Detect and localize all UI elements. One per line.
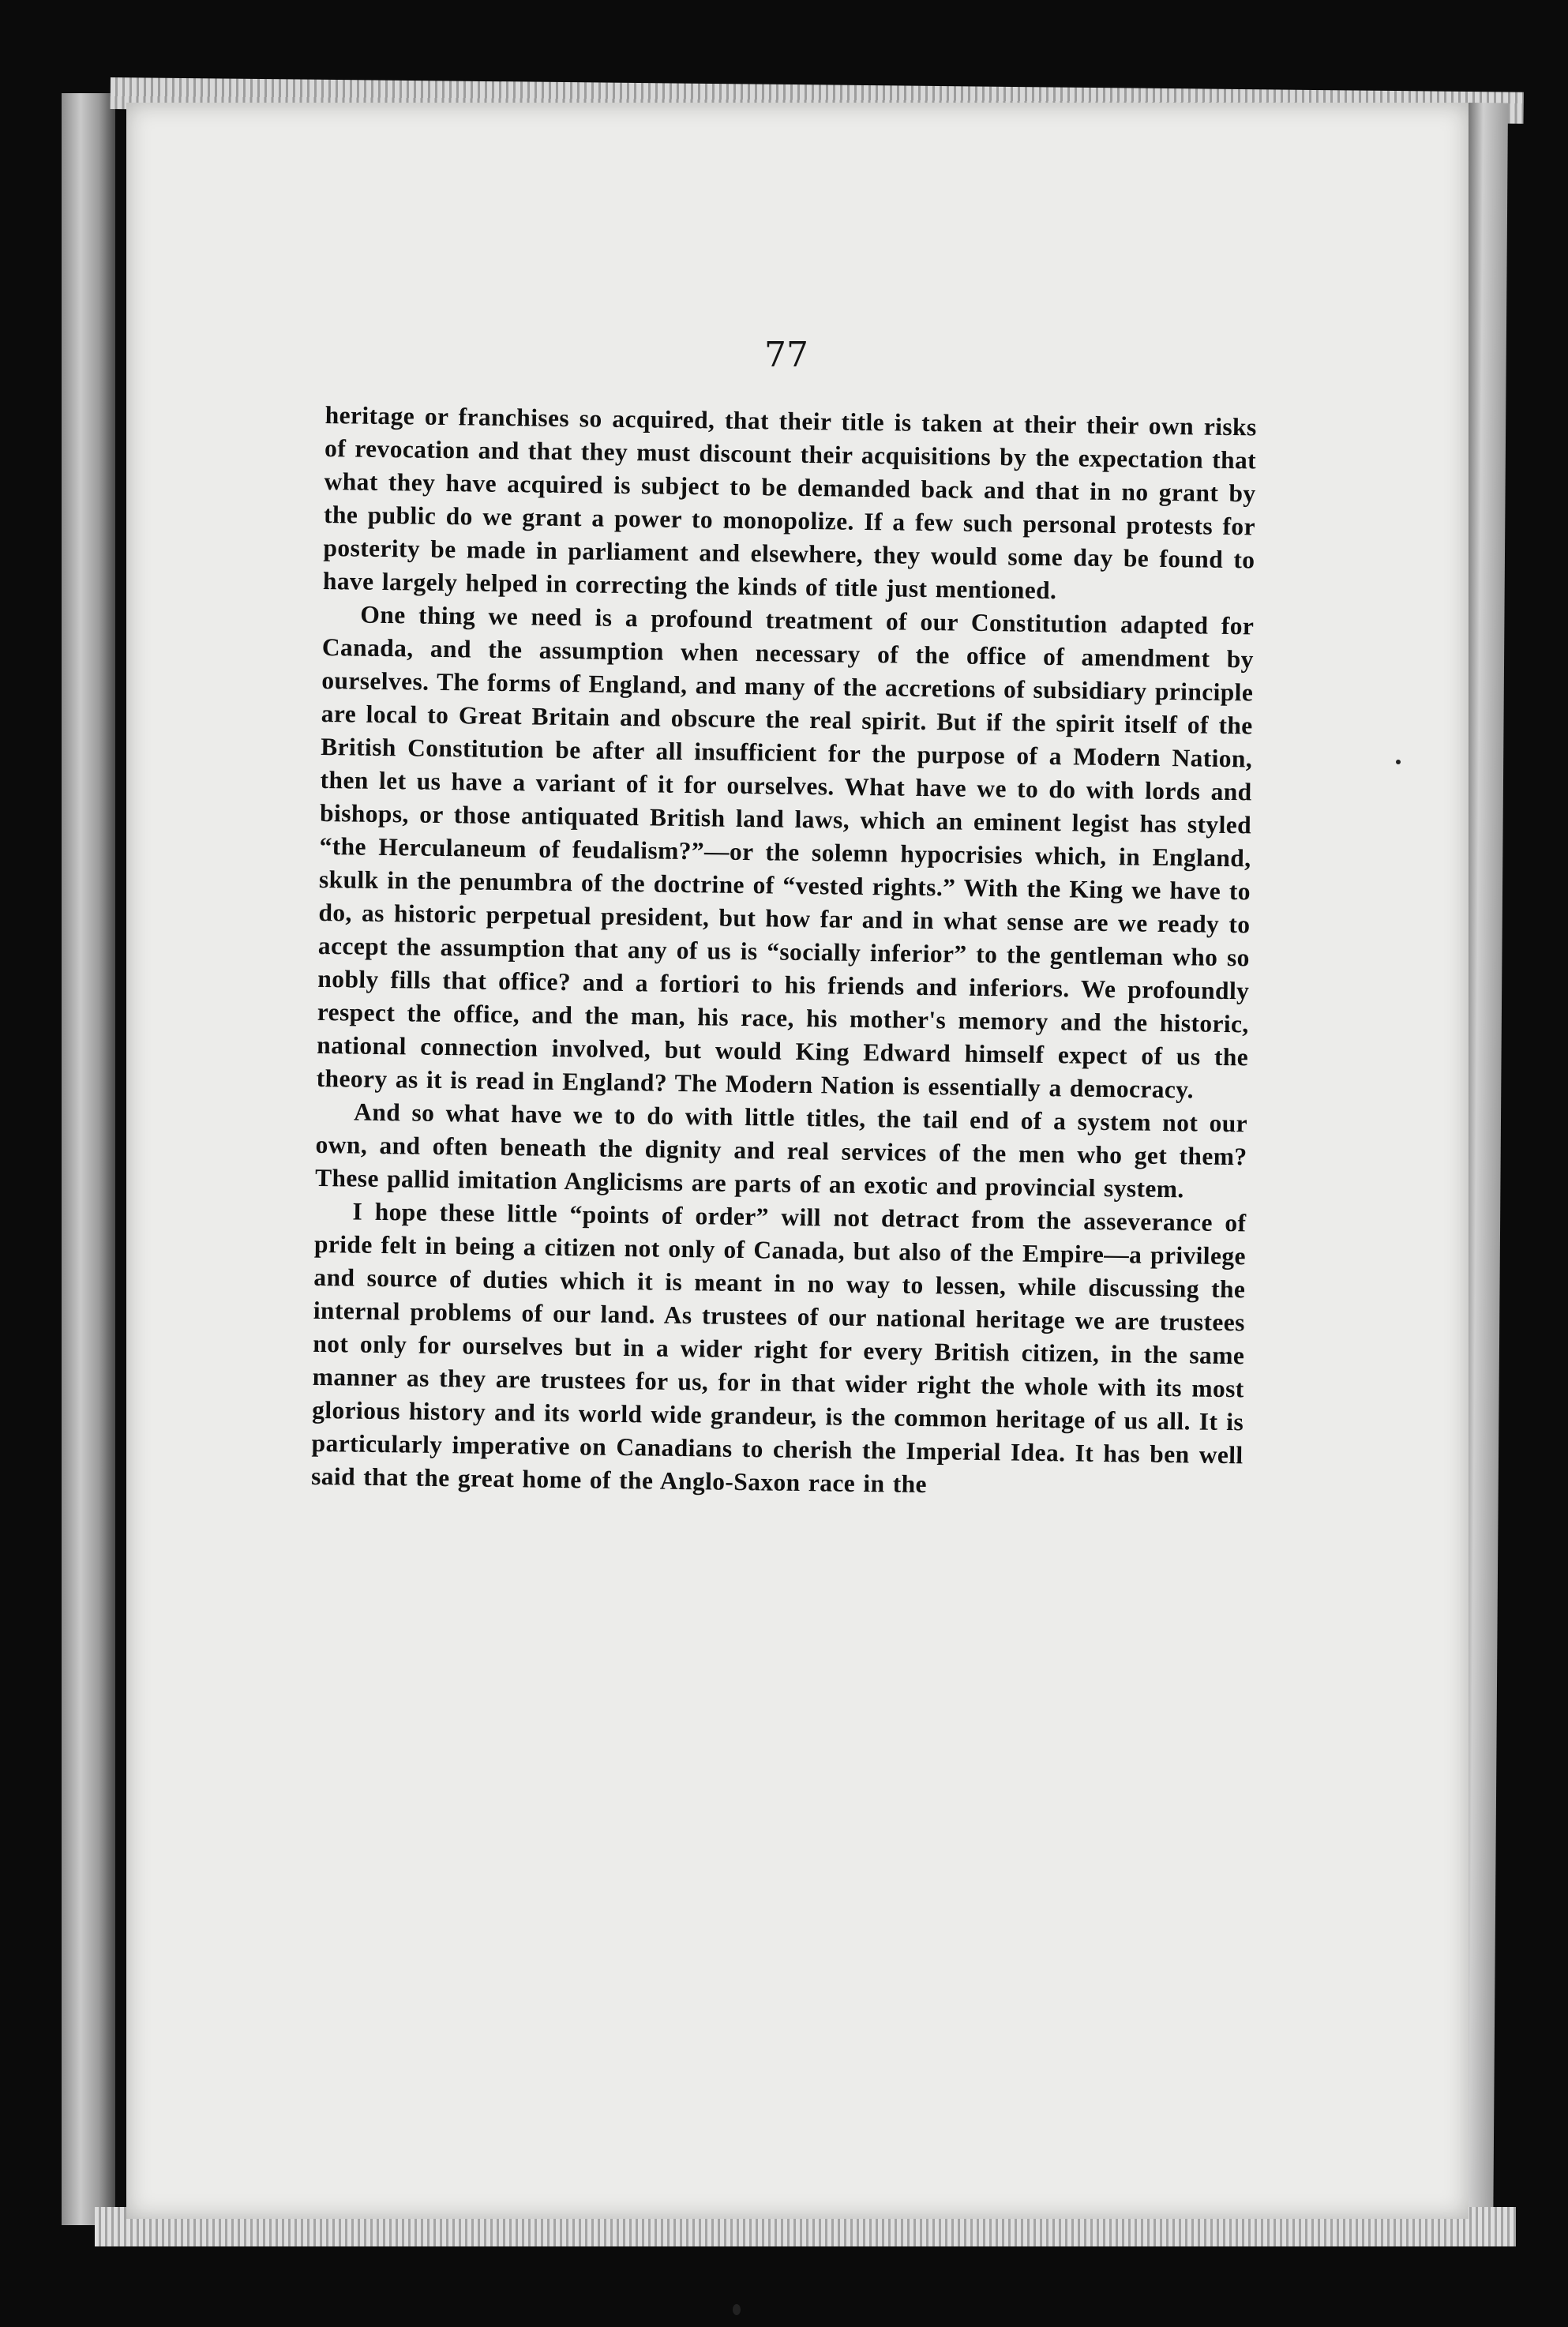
body-text — [311, 399, 1257, 1505]
paragraph-1: heritage or franchises so acquired, that their title is taken at their their own risks of revocation and that they must discount their acquisitions by the expectation that what they have acquired is subject to be demanded back and that in no grant by the public do we grant a power to monopolize. If a few such personal protests for posterity be made in parliament and elsewhere, they would some day be found to have largely helped in correcting the kinds of title just mentioned. — [322, 400, 1257, 605]
paragraph-4: I hope these little “points of order” will not detract from the asseverance of pride felt in being a citizen not only of Canada, but also of the Empire—a privilege and source of duties which it is meant in no way to lessen, while discussing the internal problems of our land. As trustees of our national heritage we are trustees not only for ourselves but in a wider right for every British citizen, in the same manner as they are trustees for us, for in that wider right the whole with its most glorious history and its world wide grandeur, is the common heritage of us all. It is particularly imperative on Canadians to cherish the Imperial Idea. It has ben well said that the great home of the Anglo-Saxon race in the — [310, 1197, 1247, 1499]
page-number: 77 — [764, 335, 808, 375]
dust-speck — [1396, 760, 1401, 764]
dust-speck — [733, 2304, 741, 2315]
paragraph-2: One thing we need is a profound treatment of our Constitution adapted for Canada, and the assumption when necessary of the office of amendment by ourselves. The forms of England, and many of the accretions of subsidiary principle are local to Great Britain and obscure the real spirit. But if the spirit itself of the British Constitution be after all insufficient for the purpose of a Modern Nation, then let us have a variant of it for ourselves. What have we to do with lords and bishops, or those antiquated British land laws, which an eminent legist has styled “the Herculaneum of feudalism?”—or the solemn hypocrisies which, in England, skulk in the penumbra of the doctrine of “vested rights.” With the King we have to do, as historic perpetual president, but how far and in what sense are we ready to accept the assumption that any of us is “socially inferior” to the gentleman who so nobly fills that office? and a fortiori to his friends and inferiors. We profoundly respect the office, and the man, his race, his mother's memory and the historic, national connection involved, but would King Edward himself expect of us the theory as it is read in England? The Modern Nation is essentially a democracy. — [316, 600, 1255, 1104]
left-book-edge — [62, 93, 115, 2225]
paragraph-3: And so what have we to do with little titles, the tail end of a system not our own, and often beneath the dignity and real services of the men who get them? These pallid imitation Anglicisms are parts of an exotic and provincial system. — [314, 1098, 1248, 1203]
